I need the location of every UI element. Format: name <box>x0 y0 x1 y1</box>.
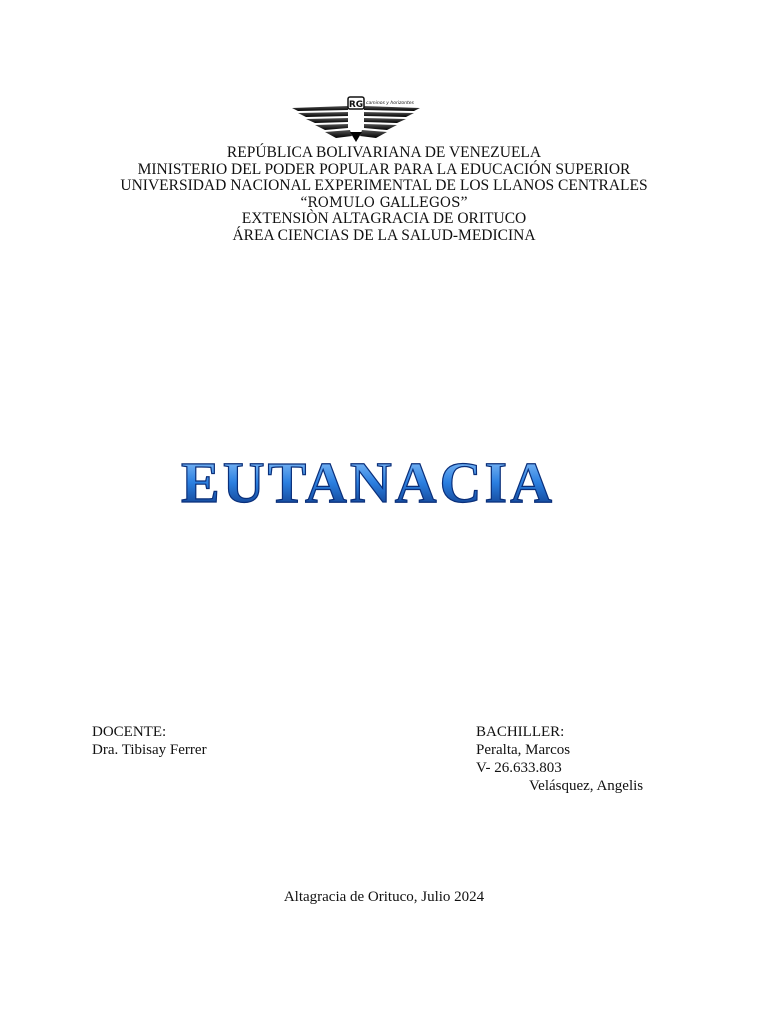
document-title <box>176 452 560 516</box>
bachiller-label: BACHILLER: <box>476 724 565 740</box>
institution-header <box>0 145 768 245</box>
quote-open: “ <box>300 193 308 211</box>
header-line-romulo-gallegos <box>0 195 768 212</box>
header-line-republic: REPÚBLICA BOLIVARIANA DE VENEZUELA <box>226 144 542 161</box>
docente-label: DOCENTE: <box>92 724 167 740</box>
student-1-name: Peralta, Marcos <box>476 742 571 758</box>
student-2-name: Velásquez, Angelis <box>529 778 644 794</box>
quote-close: ” <box>460 193 468 211</box>
svg-text:RG: RG <box>348 100 364 110</box>
header-line-extension: EXTENSIÒN ALTAGRACIA DE ORITUCO <box>241 210 527 228</box>
place-and-date: Altagracia de Orituco, Julio 2024 <box>283 889 485 905</box>
header-line-university: UNIVERSIDAD NACIONAL EXPERIMENTAL DE LOS LLANOS CENTRALES <box>120 177 648 195</box>
university-name: ROMULO GALLEGOS <box>307 194 461 211</box>
student-1-id: V- 26.633.803 <box>476 760 562 776</box>
header-line-area: ÁREA CIENCIAS DE LA SALUD-MEDICINA <box>232 226 536 244</box>
docente-name: Dra. Tibisay Ferrer <box>92 742 207 758</box>
header-line-ministry: MINISTERIO DEL PODER POPULAR PARA LA EDUCACIÓN SUPERIOR <box>137 160 631 178</box>
bachiller-block <box>476 723 643 795</box>
title-text: EUTANACIA <box>181 452 555 515</box>
svg-text:caminos y horizontes: caminos y horizontes <box>366 101 414 106</box>
docente-block <box>92 723 207 759</box>
university-logo-icon <box>290 92 422 144</box>
